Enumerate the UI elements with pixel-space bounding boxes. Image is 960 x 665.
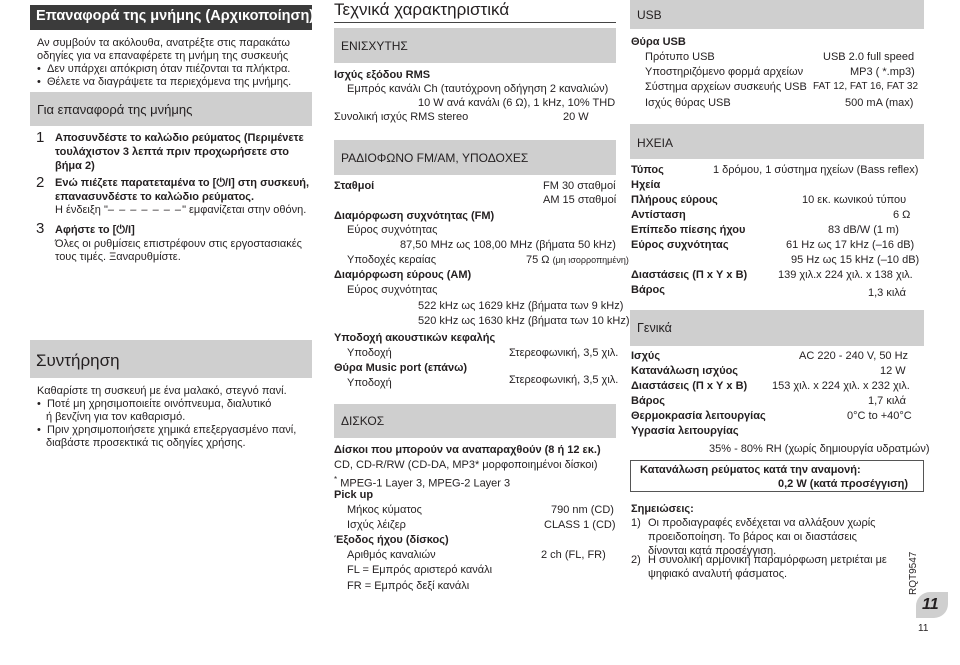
fm-antenna-label: Υποδοχές κεραίας [347, 254, 436, 266]
am-range-value-1: 522 kHz ως 1629 kHz (βήματα των 9 kHz) [418, 300, 624, 312]
general-header-bar [630, 310, 924, 346]
headphones-jack-value: Στερεοφωνική, 3,5 χιλ. [509, 347, 619, 359]
step-2-number: 2 [36, 174, 45, 191]
maintenance-bullet-2b: διαβάστε προσεκτικά τις οδηγίες χρήσης. [46, 437, 246, 449]
stations-fm: FM 30 σταθμοί [543, 180, 616, 192]
page-number: 11 [918, 623, 929, 634]
disc-header: ΔΙΣΚΟΣ [341, 414, 385, 428]
step-2-line-1: Ενώ πιέζετε παρατεταμένα το [⏻/I] στη συσκευή, [55, 177, 310, 189]
impedance-value: 6 Ω [893, 209, 911, 221]
weight-value: 1,3 κιλά [868, 287, 906, 299]
channels-label: Αριθμός καναλιών [347, 549, 436, 561]
page-badge-number: 11 [922, 596, 939, 613]
step-1-number: 1 [36, 129, 45, 146]
fl-legend: FL = Εμπρός αριστερό κανάλι [347, 564, 493, 576]
rms-front-value: 10 W ανά κανάλι (6 Ω), 1 kHz, 10% THD [418, 97, 616, 109]
ophum-value: 35% - 80% RH (χωρίς δημιουργία υδρατμών) [709, 443, 930, 455]
laser-label: Ισχύς λέιζερ [347, 519, 406, 531]
audio-out-label: Έξοδος ήχου (δίσκος) [334, 534, 449, 546]
spl-value: 83 dB/W (1 m) [828, 224, 899, 236]
fm-mod-label: Διαμόρφωση συχνότητας (FM) [334, 210, 495, 222]
consumption-label: Κατανάλωση ισχύος [631, 365, 739, 377]
pickup-label: Pick up [334, 489, 374, 501]
step-1-line-1: Αποσυνδέστε το καλώδιο ρεύματος (Περιμένετε [55, 132, 304, 144]
usb-media-value: MP3 ( *.mp3) [850, 66, 915, 78]
step-2-note: Η ένδειξη "– – – – – – –" εμφανίζεται στην οθόνη. [55, 204, 307, 216]
reset-header: Επαναφορά της μνήμης (Αρχικοποίηση) [36, 8, 315, 24]
fm-range-label: Εύρος συχνότητας [347, 224, 438, 236]
gweight-value: 1,7 κιλά [868, 395, 906, 407]
fr-legend: FR = Εμπρός δεξί κανάλι [347, 580, 470, 592]
note-1-line-1: Οι προδιαγραφές ενδέχεται να αλλάξουν χωρίς [648, 517, 876, 529]
disc-mpeg: * MPEG-1 Layer 3, MPEG-2 Layer 3 [334, 475, 511, 490]
step-3-number: 3 [36, 220, 45, 237]
speakers-label: Ηχεία [631, 179, 661, 191]
dims-value: 139 χιλ.x 224 χιλ. x 138 χιλ. [778, 269, 913, 281]
gweight-label: Βάρος [631, 395, 665, 407]
note-2-line-1: Η συνολική αρμονική παραμόρφωση μετριέται με [648, 554, 887, 566]
freq-label: Εύρος συχνότητας [631, 239, 729, 251]
weight-label: Βάρος [631, 284, 665, 296]
usb-media-label: Υποστηριζόμενο φορμά αρχείων [645, 66, 804, 78]
doc-code: RQT9547 [908, 551, 919, 595]
usb-std-value: USB 2.0 full speed [823, 51, 915, 63]
consumption-value: 12 W [880, 365, 906, 377]
reset-intro-2: οδηγίες για να επαναφέρετε τη μνήμη της συσκευής [37, 50, 289, 62]
dims-label: Διαστάσεις (Π x Υ x Β) [631, 269, 748, 281]
specs-title-underline [334, 22, 616, 23]
rms-total-value: 20 W [563, 111, 589, 123]
speakers-header: ΗΧΕΙΑ [637, 136, 674, 150]
note-1-number: 1) [631, 517, 641, 529]
headphones-jack-label: Υποδοχή [347, 347, 392, 359]
power-label: Ισχύς [631, 350, 661, 362]
step-2-line-2: επανασυνδέστε το καλώδιο ρεύματος. [55, 191, 255, 203]
fullrange-value: 10 εκ. κωνικού τύπου [802, 194, 907, 206]
usb-std-label: Πρότυπο USB [645, 51, 715, 63]
note-1-line-2: προειδοποίηση. Το βάρος και οι διαστάσεις [648, 531, 857, 543]
music-jack-value: Στερεοφωνική, 3,5 χιλ. [509, 374, 619, 386]
step-3-line-3: τους τιμές. Ξαναρυθμίστε. [55, 251, 181, 263]
gdims-value: 153 χιλ. x 224 χιλ. x 232 χιλ. [772, 380, 910, 392]
step-1-line-2: τουλάχιστον 3 λεπτά πριν προχωρήσετε στο [55, 146, 289, 158]
fullrange-label: Πλήρους εύρους [631, 194, 718, 206]
display-dashes: – – – – – – – [107, 204, 183, 216]
am-range-label: Εύρος συχνότητας [347, 284, 438, 296]
stations-label: Σταθμοί [334, 180, 375, 192]
ophum-label: Υγρασία λειτουργίας [631, 425, 739, 437]
standby-line-2: 0,2 W (κατά προσέγγιση) [778, 478, 909, 490]
type-label: Τύπος [631, 164, 664, 176]
usb-header-bar [630, 0, 924, 29]
rms-total: Συνολική ισχύς RMS stereo [334, 111, 469, 123]
rms-front: Εμπρός κανάλι Ch (ταυτόχρονη οδήγηση 2 καναλιών) [347, 83, 609, 95]
step-1-line-3: βήμα 2) [55, 160, 95, 172]
am-mod-label: Διαμόρφωση εύρους (AM) [334, 269, 472, 281]
radio-header: ΡΑΔΙΟΦΩΝΟ FM/AM, ΥΠΟΔΟΧΕΣ [341, 151, 529, 165]
reset-bullet-2: • Θέλετε να διαγράψετε τα περιεχόμενα της μνήμης. [37, 76, 292, 88]
am-range-value-2: 520 kHz ως 1630 kHz (βήματα των 10 kHz) [418, 315, 630, 327]
reset-bullet-1: • Δεν υπάρχει απόκριση όταν πιέζονται τα πλήκτρα. [37, 63, 291, 75]
note-1-line-3: δίνονται κατά προσέγγιση. [648, 545, 777, 557]
step-3-line-2: Όλες οι ρυθμίσεις επιστρέφουν στις εργοστασιακές [55, 238, 302, 250]
fm-antenna-value: 75 Ω (μη ισορροπημένη) [526, 254, 629, 266]
usb-power-label: Ισχύς θύρας USB [645, 97, 731, 109]
rms-label: Ισχύς εξόδου RMS [334, 69, 431, 81]
usb-fs-label: Σύστημα αρχείων συσκευής USB [645, 81, 807, 93]
stations-am: AM 15 σταθμοί [543, 194, 617, 206]
maintenance-bullet-2a: • Πριν χρησιμοποιήσετε χημικά επεξεργασμένο πανί, [37, 424, 297, 436]
usb-port-label: Θύρα USB [631, 36, 686, 48]
channels-value: 2 ch (FL, FR) [541, 549, 606, 561]
disc-playable: Δίσκοι που μπορούν να αναπαραχθούν (8 ή 12 εκ.) [334, 444, 601, 456]
music-jack-label: Υποδοχή [347, 377, 392, 389]
general-header: Γενικά [637, 321, 672, 335]
notes-title: Σημειώσεις: [631, 503, 694, 515]
reset-intro-1: Αν συμβούν τα ακόλουθα, ανατρέξτε στις παρακάτω [37, 37, 290, 49]
fm-range-value: 87,50 MHz ως 108,00 MHz (βήματα 50 kHz) [400, 239, 616, 251]
headphones-label: Υποδοχή ακουστικών κεφαλής [334, 332, 496, 344]
music-port-label: Θύρα Music port (επάνω) [334, 362, 468, 374]
laser-value: CLASS 1 (CD) [544, 519, 616, 531]
freq-value-1: 61 Hz ως 17 kHz (–16 dB) [786, 239, 915, 251]
freq-value-2: 95 Hz ως 15 kHz (–10 dB) [791, 254, 920, 266]
optemp-value: 0°C to +40°C [847, 410, 912, 422]
usb-fs-value: FAT 12, FAT 16, FAT 32 [813, 81, 919, 92]
speakers-header-bar [630, 124, 924, 159]
disc-formats: CD, CD-R/RW (CD-DA, MP3* μορφοποιημένοι δίσκοι) [334, 459, 598, 471]
specs-title: Τεχνικά χαρακτηριστικά [334, 0, 510, 19]
maintenance-title: Συντήρηση [36, 351, 120, 370]
impedance-label: Αντίσταση [631, 209, 686, 221]
maintenance-text: Καθαρίστε τη συσκευή με ένα μαλακό, στεγνό πανί. [37, 385, 287, 397]
gdims-label: Διαστάσεις (Π x Υ x Β) [631, 380, 748, 392]
wavelength-value: 790 nm (CD) [551, 504, 614, 516]
reset-subheader: Για επαναφορά της μνήμης [37, 102, 193, 117]
usb-header: USB [637, 8, 662, 22]
type-value: 1 δρόμου, 1 σύστημα ηχείων (Bass reflex) [713, 164, 919, 176]
note-2-line-2: ψηφιακό αναλυτή φάσματος. [648, 568, 788, 580]
step-3-line-1: Αφήστε το [⏻/I] [55, 224, 135, 236]
note-2-number: 2) [631, 554, 641, 566]
wavelength-label: Μήκος κύματος [347, 504, 422, 516]
amplifier-header: ΕΝΙΣΧΥΤΗΣ [341, 39, 408, 53]
spl-label: Επίπεδο πίεσης ήχου [631, 224, 746, 236]
maintenance-bullet-1b: ή βενζίνη για τον καθαρισμό. [46, 411, 186, 423]
maintenance-bullet-1a: • Ποτέ μη χρησιμοποιείτε οινόπνευμα, διαλυτικό [37, 398, 272, 410]
usb-power-value: 500 mA (max) [845, 97, 914, 109]
power-value: AC 220 - 240 V, 50 Hz [799, 350, 909, 362]
standby-line-1: Κατανάλωση ρεύματος κατά την αναμονή: [640, 464, 861, 476]
optemp-label: Θερμοκρασία λειτουργίας [631, 410, 766, 422]
